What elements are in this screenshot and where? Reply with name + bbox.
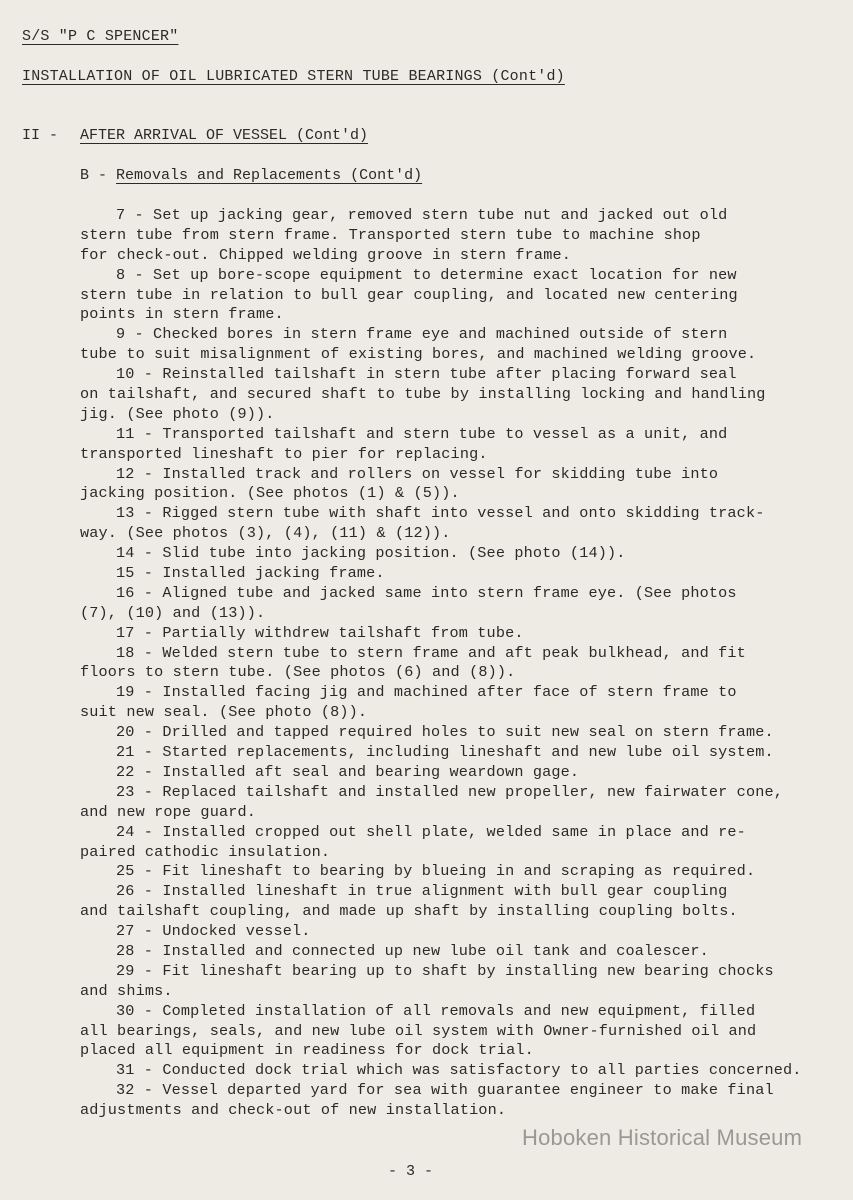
ship-name-heading: S/S "P C SPENCER" [22, 28, 179, 45]
text-line: jig. (See photo (9)). [80, 404, 275, 423]
section-title: AFTER ARRIVAL OF VESSEL (Cont'd) [80, 127, 369, 144]
text-line: 19 - Installed facing jig and machined after face of stern frame to [116, 683, 737, 702]
text-line: and new rope guard. [80, 802, 257, 821]
text-line: 27 - Undocked vessel. [116, 922, 311, 941]
text-line: on tailshaft, and secured shaft to tube by installing locking and handling [80, 385, 766, 404]
text-line: stern tube from stern frame. Transported stern tube to machine shop [80, 225, 701, 244]
subsection-title: Removals and Replacements (Cont'd) [116, 167, 423, 184]
text-line: adjustments and check-out of new installation. [80, 1101, 507, 1120]
text-line: suit new seal. (See photo (8)). [80, 703, 368, 722]
text-line: jacking position. (See photos (1) & (5)). [80, 484, 460, 503]
text-line: 25 - Fit lineshaft to bearing by blueing in and scraping as required. [116, 862, 756, 881]
text-line: 8 - Set up bore-scope equipment to determine exact location for new [116, 265, 737, 284]
section-heading [22, 127, 368, 144]
text-line: 15 - Installed jacking frame. [116, 564, 385, 583]
text-line: 9 - Checked bores in stern frame eye and machined outside of stern [116, 325, 728, 344]
text-line: (7), (10) and (13)). [80, 603, 266, 622]
text-line: tube to suit misalignment of existing bores, and machined welding groove. [80, 345, 757, 364]
text-line: 10 - Reinstalled tailshaft in stern tube after placing forward seal [116, 365, 737, 384]
text-line: placed all equipment in readiness for dock trial. [80, 1041, 534, 1060]
text-line: 21 - Started replacements, including lineshaft and new lube oil system. [116, 743, 774, 762]
text-line: 31 - Conducted dock trial which was satisfactory to all parties concerned. [116, 1061, 802, 1080]
text-line: 20 - Drilled and tapped required holes to suit new seal on stern frame. [116, 723, 774, 742]
text-line: and shims. [80, 981, 173, 1000]
text-line: stern tube in relation to bull gear coupling, and located new centering [80, 285, 738, 304]
text-line: for check-out. Chipped welding groove in stern frame. [80, 245, 571, 264]
text-line: 23 - Replaced tailshaft and installed new propeller, new fairwater cone, [116, 782, 784, 801]
text-line: 29 - Fit lineshaft bearing up to shaft by installing new bearing chocks [116, 961, 774, 980]
text-line: 13 - Rigged stern tube with shaft into vessel and onto skidding track- [116, 504, 765, 523]
subsection-heading [80, 167, 422, 184]
document-title: INSTALLATION OF OIL LUBRICATED STERN TUBE BEARINGS (Cont'd) [22, 68, 565, 85]
text-line: paired cathodic insulation. [80, 842, 331, 861]
page-number: - 3 - [388, 1163, 434, 1180]
subsection-number: B - [80, 167, 108, 184]
text-line: 17 - Partially withdrew tailshaft from tube. [116, 623, 524, 642]
procedure-list [80, 206, 845, 1121]
text-line: 30 - Completed installation of all removals and new equipment, filled [116, 1001, 756, 1020]
text-line: floors to stern tube. (See photos (6) and (8)). [80, 663, 516, 682]
text-line: 16 - Aligned tube and jacked same into stern frame eye. (See photos [116, 583, 737, 602]
text-line: transported lineshaft to pier for replacing. [80, 444, 488, 463]
text-line: 32 - Vessel departed yard for sea with guarantee engineer to make final [116, 1081, 774, 1100]
text-line: points in stern frame. [80, 305, 284, 324]
text-line: 11 - Transported tailshaft and stern tube to vessel as a unit, and [116, 424, 728, 443]
text-line: 22 - Installed aft seal and bearing weardown gage. [116, 762, 580, 781]
text-line: 24 - Installed cropped out shell plate, welded same in place and re- [116, 822, 746, 841]
text-line: 28 - Installed and connected up new lube oil tank and coalescer. [116, 941, 709, 960]
section-number: II - [22, 127, 59, 144]
text-line: 26 - Installed lineshaft in true alignment with bull gear coupling [116, 882, 728, 901]
text-line: 12 - Installed track and rollers on vessel for skidding tube into [116, 464, 719, 483]
text-line: 7 - Set up jacking gear, removed stern tube nut and jacked out old [116, 206, 728, 224]
text-line: 14 - Slid tube into jacking position. (See photo (14)). [116, 544, 626, 563]
museum-watermark: Hoboken Historical Museum [522, 1125, 803, 1150]
text-line: way. (See photos (3), (4), (11) & (12)). [80, 524, 451, 543]
text-line: all bearings, seals, and new lube oil system with Owner-furnished oil and [80, 1021, 757, 1040]
text-line: and tailshaft coupling, and made up shaft by installing coupling bolts. [80, 902, 738, 921]
text-line: 18 - Welded stern tube to stern frame and aft peak bulkhead, and fit [116, 643, 746, 662]
